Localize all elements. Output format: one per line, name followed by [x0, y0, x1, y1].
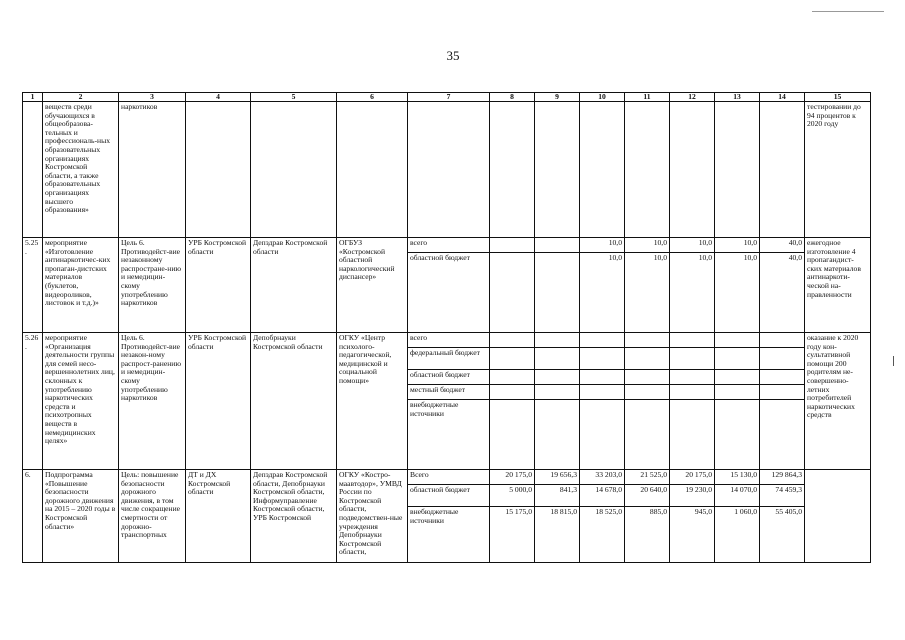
table-row [23, 470, 871, 485]
cell-value: 10,0 [670, 238, 715, 253]
cell-value: 55 405,0 [760, 507, 805, 563]
header-cell: 14 [760, 93, 805, 102]
cell-value: 20 175,0 [490, 470, 535, 485]
header-row [23, 93, 871, 102]
cell-value: 10,0 [625, 238, 670, 253]
header-cell: 9 [535, 93, 580, 102]
cell-coexecutor: Депздрав Костромской области [251, 238, 337, 333]
cell-value: 21 525,0 [625, 470, 670, 485]
cell-source: местный бюджет [408, 385, 490, 400]
cell-source: областной бюджет [408, 370, 490, 385]
cell-value: 5 000,0 [490, 485, 535, 507]
cell-value: 19 230,0 [670, 485, 715, 507]
cell-goal: наркотиков [119, 102, 186, 238]
header-cell: 8 [490, 93, 535, 102]
header-cell: 7 [408, 93, 490, 102]
cell-source: Всего [408, 470, 490, 485]
cell-goal: Цель 6. Противодейст-вие незаконному распростране-нию и немедицин-скому употреблению наркотиков [119, 238, 186, 333]
table-row [23, 102, 871, 238]
row-number: 5.26. [23, 333, 43, 470]
cell-value: 14 678,0 [580, 485, 625, 507]
row-number: 5.25. [23, 238, 43, 333]
cell-source: федеральный бюджет [408, 348, 490, 370]
cell-result: ежегодное изготовление 4 пропагандист-ских материалов антинаркоти-ческой на-правленности [805, 238, 871, 333]
cell-value: 20 640,0 [625, 485, 670, 507]
cell-value: 10,0 [715, 253, 760, 333]
cell-participant: ОГКУ «Костро-маавтодор», УМВД России по Костромской области, подведомствен-ные учреждения Депобрнауки Костромской области, [337, 470, 408, 563]
cell-value: 20 175,0 [670, 470, 715, 485]
cell-value: 40,0 [760, 253, 805, 333]
cell-value: 18 815,0 [535, 507, 580, 563]
cell-value: 14 070,0 [715, 485, 760, 507]
header-cell: 6 [337, 93, 408, 102]
cell-description: мероприятие «Организация деятельности группы для семей несо-вершеннолетних лиц, склонных к употреблению наркотических средств и психотропных веществ в немедицинских целях» [43, 333, 119, 470]
cell-coexecutor: Депобрнауки Костромской области [251, 333, 337, 470]
header-cell: 10 [580, 93, 625, 102]
cell-value: 19 656,3 [535, 470, 580, 485]
cell-value: 1 060,0 [715, 507, 760, 563]
cell-responsible: УРБ Костромской области [186, 333, 251, 470]
header-cell: 2 [43, 93, 119, 102]
page-number: 35 [446, 48, 460, 63]
cell-responsible: УРБ Костромской области [186, 238, 251, 333]
cell-result: оказание к 2020 году кон-сультативной помощи 200 родителям не-совершенно-летних потребителей наркотических средств [805, 333, 871, 470]
header-cell: 5 [251, 93, 337, 102]
cell-source: областной бюджет [408, 253, 490, 333]
row-number: 6. [23, 470, 43, 563]
header-cell: 11 [625, 93, 670, 102]
cell-value: 841,3 [535, 485, 580, 507]
cell-source: областной бюджет [408, 485, 490, 507]
cell-description: Подпрограмма «Повышение безопасности дорожного движения на 2015 – 2020 годы в Костромской области» [43, 470, 119, 563]
cell-value: 33 203,0 [580, 470, 625, 485]
cell-value: 10,0 [580, 238, 625, 253]
cell-value: 10,0 [625, 253, 670, 333]
table-row [23, 333, 871, 348]
cell-source: всего [408, 238, 490, 253]
cell-source: всего [408, 333, 490, 348]
cell-value: 15 130,0 [715, 470, 760, 485]
cell-source: внебюджетные источники [408, 507, 490, 563]
cell-value: 10,0 [670, 253, 715, 333]
cell-value: 18 525,0 [580, 507, 625, 563]
header-cell: 1 [23, 93, 43, 102]
program-table [22, 92, 871, 563]
cell-description: мероприятие «Изготовление антинаркотичес-ких пропаган-дистских материалов (буклетов, видеороликов, листовок и т.д.)» [43, 238, 119, 333]
cell-description: веществ среди обучающихся в общеобразова-тельных и профессиональ-ных образовательных организациях Костромской области, а также образовательных организациях высшего образования» [43, 102, 119, 238]
table-row [23, 238, 871, 253]
cell-value: 885,0 [625, 507, 670, 563]
cell-value: 10,0 [580, 253, 625, 333]
cell-responsible: ДТ и ДХ Костромской области [186, 470, 251, 563]
cell-value: 74 459,3 [760, 485, 805, 507]
margin-mark [893, 356, 894, 366]
header-cell: 13 [715, 93, 760, 102]
cell-value: 40,0 [760, 238, 805, 253]
header-cell: 4 [186, 93, 251, 102]
cell-goal: Цель: повышение безопасности дорожного движения, в том числе сокращение смертности от дорожно-транспортных [119, 470, 186, 563]
cell-source: внебюджетные источники [408, 400, 490, 470]
cell-value: 15 175,0 [490, 507, 535, 563]
cell-coexecutor: Депздрав Костромской области, Депобрнауки Костромской области, Информуправление Костромской области, УРБ Костромской [251, 470, 337, 563]
header-cell: 3 [119, 93, 186, 102]
cell-value: 10,0 [715, 238, 760, 253]
top-rule [812, 11, 884, 12]
cell-participant: ОГКУ «Центр психолого-педагогической, медицинской и социальной помощи» [337, 333, 408, 470]
header-cell: 15 [805, 93, 871, 102]
cell-value: 129 864,3 [760, 470, 805, 485]
cell-value: 945,0 [670, 507, 715, 563]
header-cell: 12 [670, 93, 715, 102]
cell-participant: ОГБУЗ «Костромской областной наркологический диспансер» [337, 238, 408, 333]
cell-goal: Цель 6. Противодейст-вие незакон-ному распрост-ранению и немедицин-скому употреблению наркотиков [119, 333, 186, 470]
cell-result: тестировании до 94 процентов к 2020 году [805, 102, 871, 238]
